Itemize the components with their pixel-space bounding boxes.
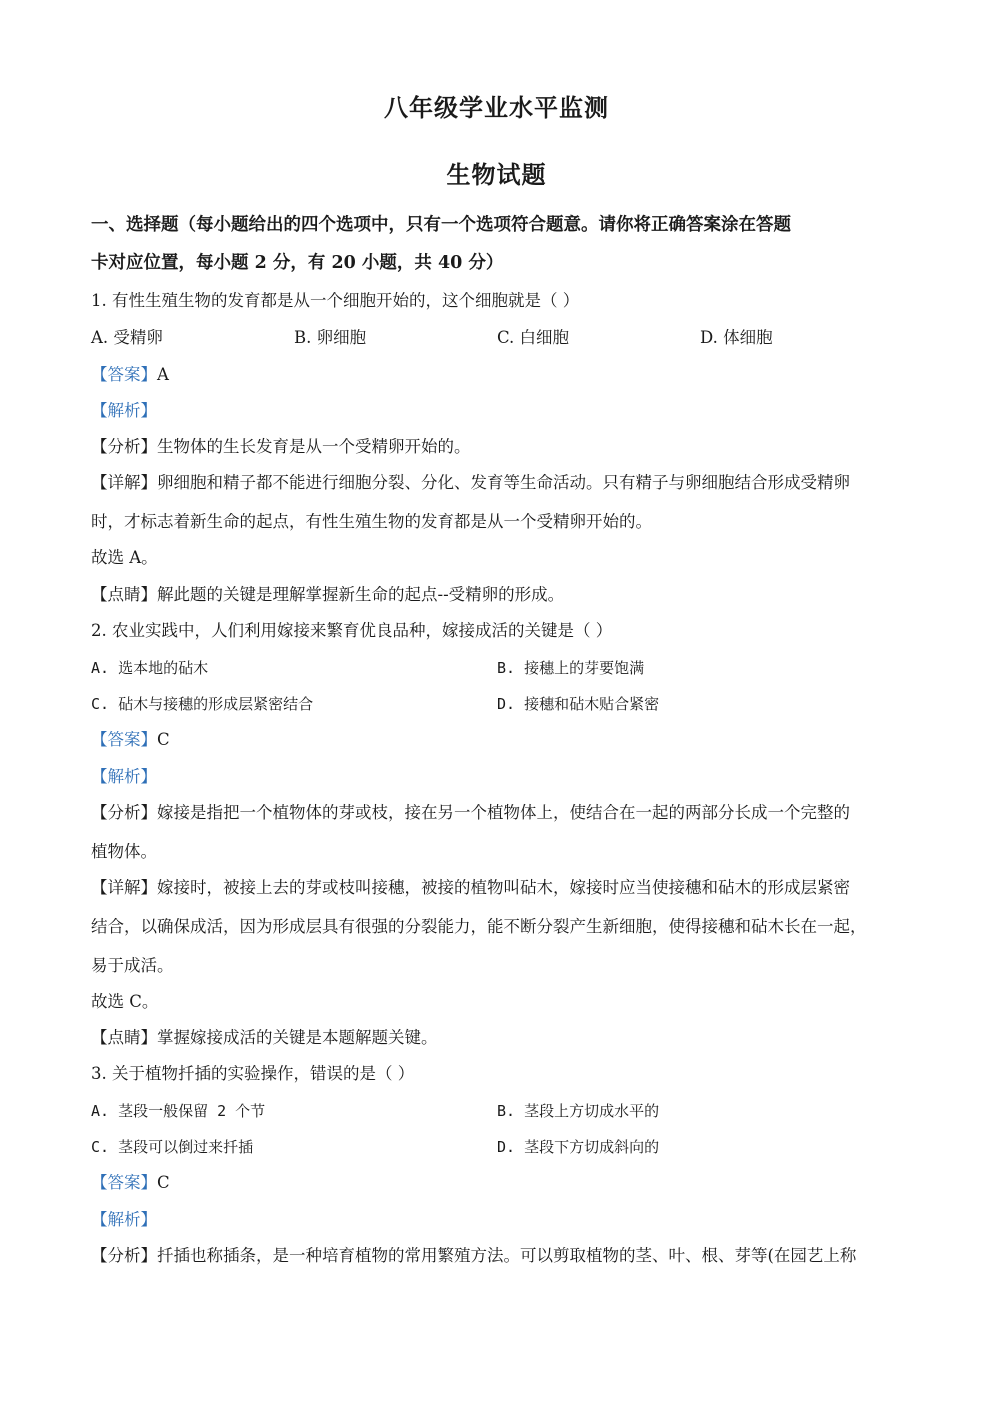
question-3-option-b: B. 茎段上方切成水平的: [497, 1102, 660, 1120]
dianjing-text: 掌握嫁接成活的关键是本题解题关键。: [157, 1028, 438, 1047]
question-1-xiangjie-line-1: [91, 473, 850, 493]
question-1-xiangjie-line-2: 时，才标志着新生命的起点，有性生殖生物的发育都是从一个受精卵开始的。: [91, 512, 652, 531]
section-heading-line-1: 一、选择题（每小题给出的四个选项中，只有一个选项符合题意。请你将正确答案涂在答题: [91, 215, 791, 235]
xiangjie-label: 【详解】: [91, 473, 157, 492]
answer-value: C: [157, 730, 170, 749]
dianjing-label: 【点睛】: [91, 585, 157, 604]
question-2-xiangjie-line-1: [91, 878, 850, 898]
question-3-analysis-label: 【解析】: [91, 1210, 157, 1229]
dianjing-text: 解此题的关键是理解掌握新生命的起点--受精卵的形成。: [157, 585, 565, 604]
answer-label: 【答案】: [91, 365, 157, 384]
question-2-option-d: D. 接穗和砧木贴合紧密: [497, 695, 660, 713]
xiangjie-text: 嫁接时，被接上去的芽或枝叫接穗，被接的植物叫砧木，嫁接时应当使接穗和砧木的形成层紧密: [157, 878, 850, 897]
question-2-fenxi-line-1: [91, 803, 850, 823]
question-3-option-c: C. 茎段可以倒过来扦插: [91, 1138, 254, 1156]
question-2-fenxi-line-2: 植物体。: [91, 842, 157, 861]
fenxi-label: 【分析】: [91, 1246, 157, 1265]
question-2-option-b: B. 接穗上的芽要饱满: [497, 659, 645, 677]
fenxi-text: 嫁接是指把一个植物体的芽或枝，接在另一个植物体上，使结合在一起的两部分长成一个完整的: [157, 803, 850, 822]
dianjing-label: 【点睛】: [91, 1028, 157, 1047]
answer-value: C: [157, 1173, 170, 1192]
question-2-option-c: C. 砧木与接穗的形成层紧密结合: [91, 695, 314, 713]
question-1-dianjing: [91, 585, 564, 605]
question-2-xiangjie-line-3: 易于成活。: [91, 956, 174, 975]
question-1-option-b: B. 卵细胞: [294, 328, 367, 347]
question-1-fenxi: [91, 437, 471, 457]
question-2-conclusion: 故选 C。: [91, 992, 159, 1011]
question-1-stem: 1. 有性生殖生物的发育都是从一个细胞开始的，这个细胞就是（ ）: [91, 291, 580, 310]
question-1-option-c: C. 白细胞: [497, 328, 570, 347]
answer-label: 【答案】: [91, 730, 157, 749]
question-1-option-a: A. 受精卵: [91, 328, 163, 347]
xiangjie-text: 卵细胞和精子都不能进行细胞分裂、分化、发育等生命活动。只有精子与卵细胞结合形成受精卵: [157, 473, 850, 492]
question-3-answer: [91, 1173, 170, 1193]
fenxi-text: 扦插也称插条，是一种培育植物的常用繁殖方法。可以剪取植物的茎、叶、根、芽等(在园艺上称: [157, 1246, 857, 1265]
question-2-dianjing: [91, 1028, 438, 1048]
question-2-xiangjie-line-2: 结合，以确保成活，因为形成层具有很强的分裂能力，能不断分裂产生新细胞，使得接穗和砧木长在一起，: [91, 917, 867, 936]
question-3-fenxi: [91, 1246, 856, 1266]
question-3-option-d: D. 茎段下方切成斜向的: [497, 1138, 660, 1156]
question-2-answer: [91, 730, 170, 750]
question-1-conclusion: 故选 A。: [91, 548, 158, 567]
question-3-stem: 3. 关于植物扦插的实验操作，错误的是（ ）: [91, 1064, 415, 1083]
section-heading-line-2: 卡对应位置，每小题 2 分，有 20 小题，共 40 分）: [91, 253, 504, 273]
answer-label: 【答案】: [91, 1173, 157, 1192]
page-subtitle: 生物试题: [446, 160, 547, 189]
question-1-analysis-label: 【解析】: [91, 401, 157, 420]
page-title: 八年级学业水平监测: [384, 93, 609, 122]
question-1-option-d: D. 体细胞: [700, 328, 773, 347]
question-3-option-a: A. 茎段一般保留 2 个节: [91, 1102, 266, 1120]
question-2-option-a: A. 选本地的砧木: [91, 659, 209, 677]
question-1-answer: [91, 365, 169, 385]
fenxi-label: 【分析】: [91, 437, 157, 456]
question-2-stem: 2. 农业实践中，人们利用嫁接来繁育优良品种，嫁接成活的关键是（ ）: [91, 621, 613, 640]
xiangjie-label: 【详解】: [91, 878, 157, 897]
fenxi-label: 【分析】: [91, 803, 157, 822]
question-2-analysis-label: 【解析】: [91, 767, 157, 786]
fenxi-text: 生物体的生长发育是从一个受精卵开始的。: [157, 437, 471, 456]
answer-value: A: [157, 365, 169, 384]
